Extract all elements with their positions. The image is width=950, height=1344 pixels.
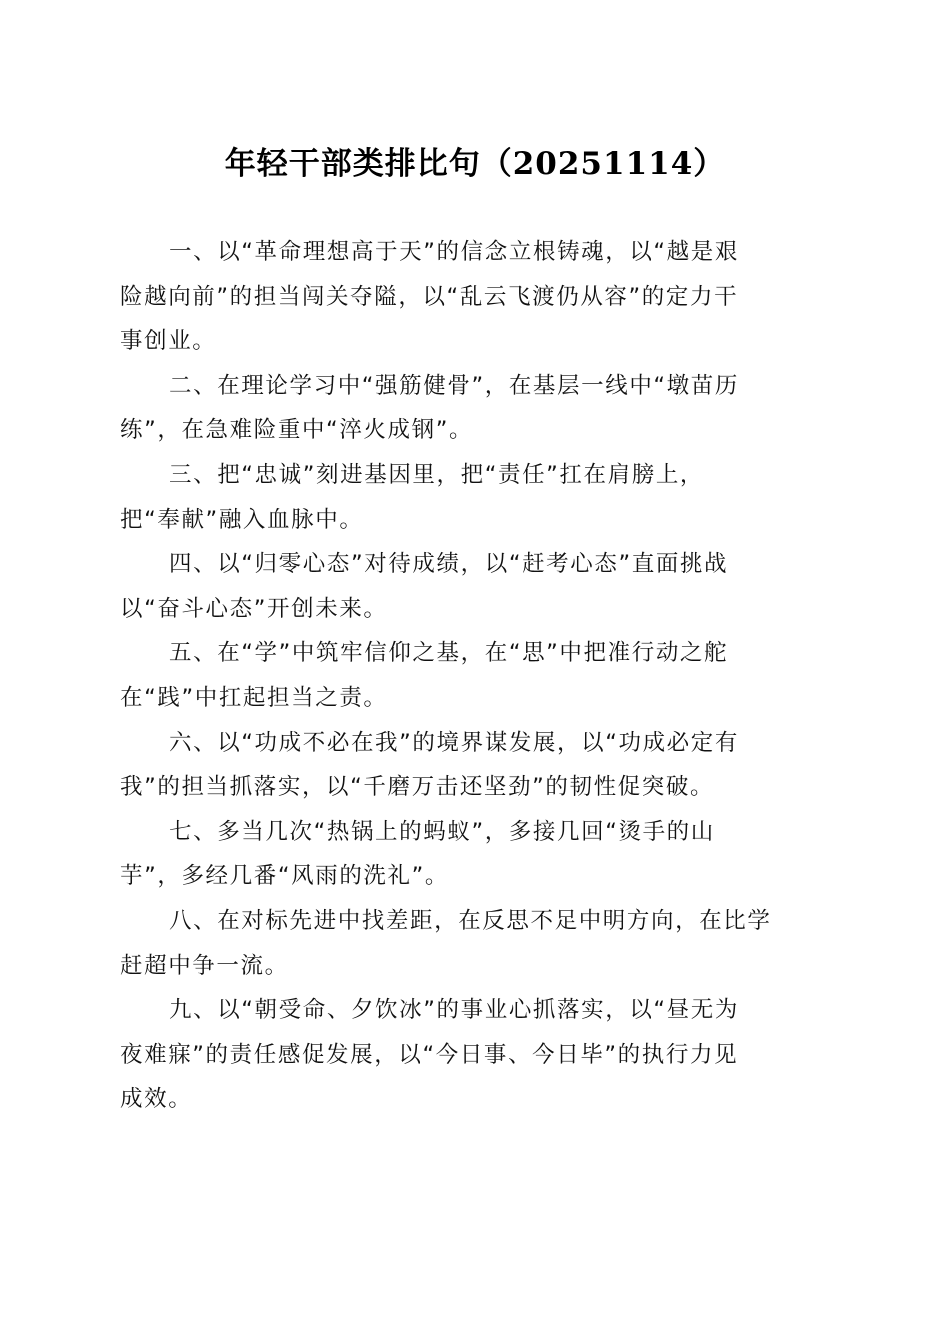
paragraph-line: 六、以“功成不必在我”的境界谋发展，以“功成必定有 (169, 729, 739, 756)
paragraph-line: 把“奉献”融入血脉中。 (120, 506, 364, 533)
paragraph-7 (120, 810, 824, 899)
paragraph-line: 险越向前”的担当闯关夺隘，以“乱云飞渡仍从容”的定力干 (120, 283, 739, 310)
paragraph-4 (120, 542, 824, 631)
paragraph-3 (120, 453, 824, 542)
paragraph-line: 我”的担当抓落实，以“千磨万击还坚劲”的韧性促突破。 (120, 774, 715, 801)
paragraph-line: 二、在理论学习中“强筋健骨”，在基层一线中“墩苗历 (169, 372, 739, 399)
paragraph-9 (120, 988, 824, 1122)
paragraph-line: 赶超中争一流。 (120, 952, 289, 979)
paragraph-line: 五、在“学”中筑牢信仰之基，在“思”中把准行动之舵 (169, 640, 729, 667)
paragraph-line: 九、以“朝受命、夕饮冰”的事业心抓落实，以“昼无为 (169, 997, 739, 1024)
paragraph-1 (120, 230, 824, 364)
paragraph-line: 七、多当几次“热锅上的蚂蚁”，多接几回“烫手的山 (169, 818, 715, 845)
paragraph-line: 八、在对标先进中找差距，在反思不足中明方向，在比学 (169, 907, 772, 934)
document-title: 年轻干部类排比句（20251114） (224, 146, 726, 182)
paragraph-line: 三、把“忠诚”刻进基因里，把“责任”扛在肩膀上， (169, 461, 705, 488)
document-body (120, 230, 824, 1122)
paragraph-line: 一、以“革命理想高于天”的信念立根铸魂，以“越是艰 (169, 239, 739, 265)
paragraph-line: 四、以“归零心态”对待成绩，以“赶考心态”直面挑战 (169, 551, 729, 578)
paragraph-line: 夜难寐”的责任感促发展，以“今日事、今日毕”的执行力见 (120, 1041, 739, 1068)
paragraph-5 (120, 631, 824, 720)
paragraph-line: 芋”，多经几番“风雨的洗礼”。 (120, 863, 449, 890)
paragraph-line: 在“践”中扛起担当之责。 (120, 684, 388, 711)
paragraph-line: 练”，在急难险重中“淬火成钢”。 (120, 417, 474, 444)
paragraph-2 (120, 364, 824, 453)
paragraph-8 (120, 899, 824, 988)
paragraph-6 (120, 721, 824, 810)
paragraph-line: 事创业。 (120, 328, 217, 355)
paragraph-line: 以“奋斗心态”开创未来。 (120, 595, 388, 622)
paragraph-line: 成效。 (120, 1086, 193, 1113)
